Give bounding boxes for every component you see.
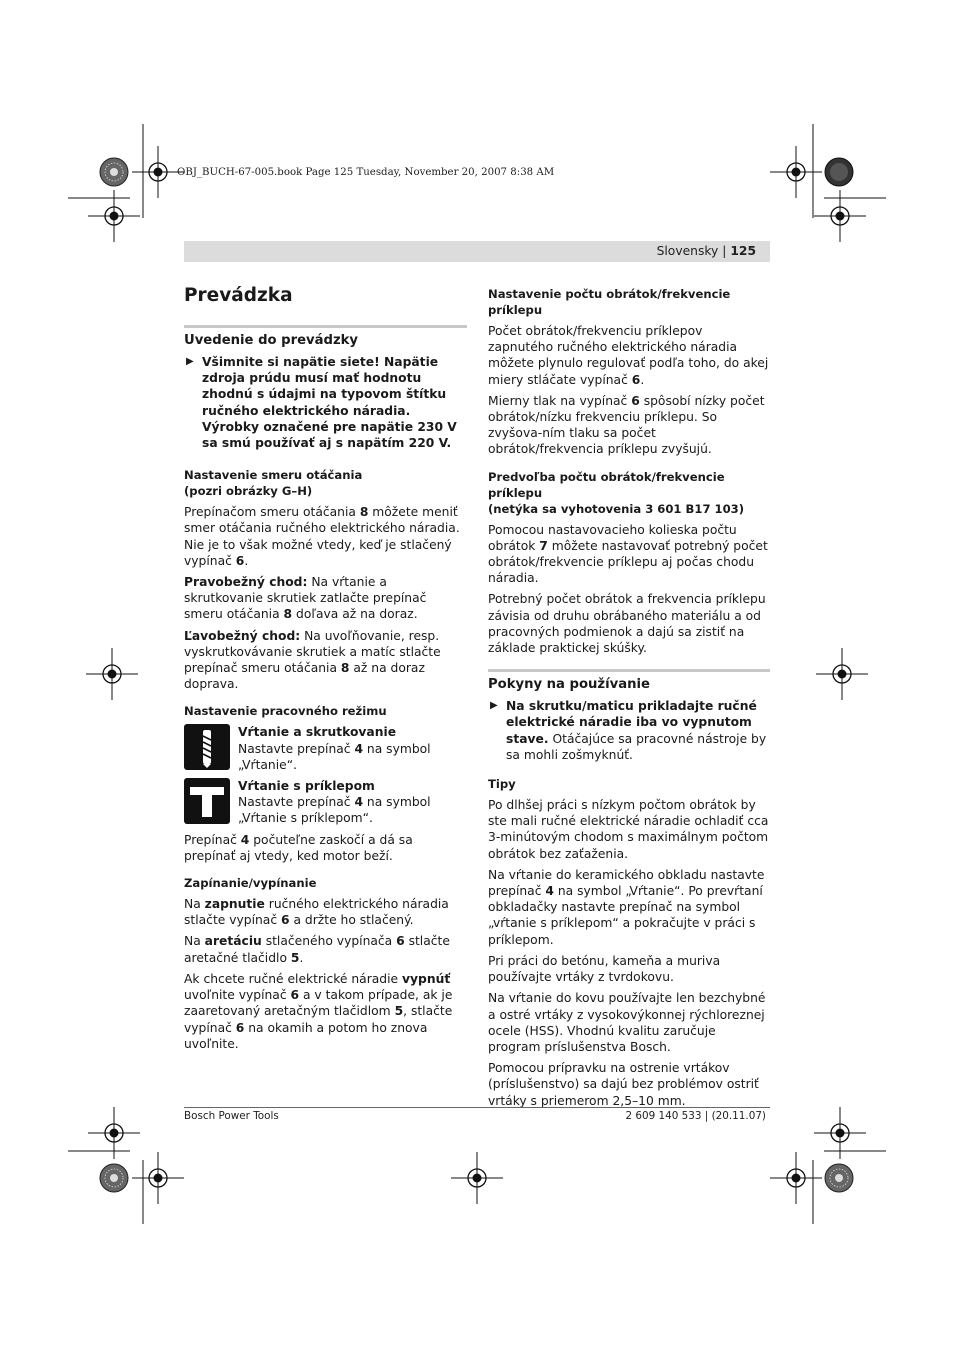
color-wheel-icon bbox=[825, 1164, 853, 1192]
preselect-paragraph-1: Pomocou nastavovacieho kolieska počtu obrátok 7 môžete nastavovať potrebný počet obrátok/frekvencie príklepu aj počas chodu náradia. bbox=[488, 522, 768, 586]
bullet-arrow-icon: ▶ bbox=[186, 356, 194, 367]
footer-left: Bosch Power Tools bbox=[184, 1110, 279, 1122]
switch-off-paragraph: Ak chcete ručné elektrické náradie vypnúť uvoľnite vypínač 6 a v takom prípade, ak je zaaretovaný aretačným tlačidlom 5, stlačte vypínač 6 na okamih a potom ho znova uvoľnite. bbox=[184, 971, 453, 1051]
registration-mark-icon bbox=[816, 648, 868, 700]
tips-paragraph-4: Na vŕtanie do kovu používajte len bezchybné a ostré vrtáky z vysokovýkonnej rýchloreznej ocele (HSS). Vhodnú kvalitu zaručuje program príslušenstva Bosch. bbox=[488, 991, 766, 1054]
usage-warning: ▶ Na skrutku/maticu prikladajte ručné elektrické náradie iba vo vypnutom stave. Otáčajúce sa pracovné nástroje by sa mohli zošmyknúť. bbox=[490, 699, 767, 762]
right-rotation-paragraph: Pravobežný chod: Na vŕtanie a skrutkovanie skrutiek zatlačte prepínač smeru otáčania 8 doľava až na doraz. bbox=[184, 575, 427, 622]
tips-paragraph-2: Na vŕtanie do keramického obkladu nastavte prepínač 4 na symbol „Vŕtanie“. Po prevŕtaní obkladačky nastavte prepínač na symbol „vŕtanie s príklepom“ a pokračujte v práci s príklepom. bbox=[488, 867, 765, 947]
footer-right: 2 609 140 533 | (20.11.07) bbox=[625, 1110, 766, 1122]
color-wheel-icon bbox=[100, 158, 128, 186]
mode-drill bbox=[184, 724, 467, 773]
mode-impact-text: Nastavte prepínač 4 na symbol „Vŕtanie s príklepom“. bbox=[238, 795, 431, 826]
mode-heading: Nastavenie pracovného režimu bbox=[184, 704, 387, 719]
voltage-warning: ▶ Všimnite si napätie siete! Napätie zdroja prúdu musí mať hodnotu zhodnú s údajmi na typovom štítku ručného elektrického náradia. Výrobky označené pre napätie 230 V sa smú používať aj s napätím 220 V. bbox=[186, 355, 457, 451]
registration-mark-icon bbox=[451, 1152, 503, 1204]
tips-paragraph-5: Pomocou prípravku na ostrenie vrtákov (príslušenstvo) sa dajú bez problémov ostriť vrtáky s priemerom 2,5–10 mm. bbox=[488, 1061, 759, 1108]
header-language: Slovensky bbox=[656, 244, 719, 258]
tips-paragraph-1: Po dlhšej práci s nízkym počtom obrátok by ste mali ručné elektrické náradie ochladiť cca 3-minútovým chodom s maximálnym počtom obrátok bez zaťaženia. bbox=[488, 798, 769, 861]
preselect-heading: Predvoľba počtu obrátok/frekvencie príklepu (netýka sa vyhotovenia 3 601 B17 103) bbox=[488, 469, 745, 516]
rotation-paragraph: Prepínačom smeru otáčania 8 môžete meniť smer otáčania ručného elektrického náradia. Nie je to však možné vtedy, keď je stlačený vypínač 6. bbox=[184, 505, 460, 568]
section-heading-usage: Pokyny na používanie bbox=[488, 677, 650, 693]
drill-symbol-icon bbox=[184, 724, 230, 770]
speed-heading: Nastavenie počtu obrátok/frekvencie príklepu bbox=[488, 287, 731, 317]
page-title: Prevádzka bbox=[184, 285, 293, 306]
onoff-heading: Zapínanie/vypínanie bbox=[184, 876, 317, 891]
right-column bbox=[488, 286, 770, 1114]
left-column bbox=[184, 285, 467, 1057]
registration-mark-icon bbox=[770, 146, 822, 198]
registration-mark-icon bbox=[86, 648, 138, 700]
section-heading-start: Uvedenie do prevádzky bbox=[184, 333, 359, 348]
color-wheel-icon bbox=[825, 158, 853, 186]
mode-drill-title: Vŕtanie a skrutkovanie bbox=[238, 725, 397, 740]
footer-rule bbox=[184, 1107, 770, 1108]
mode-impact bbox=[184, 778, 467, 827]
lock-paragraph: Na aretáciu stlačeného vypínača 6 stlačte aretačné tlačidlo 5. bbox=[184, 934, 450, 965]
mode-drill-text: Nastavte prepínač 4 na symbol „Vŕtanie“. bbox=[238, 741, 431, 772]
header-separator: | bbox=[722, 244, 727, 258]
page-header bbox=[184, 241, 770, 262]
left-rotation-paragraph: Ľavobežný chod: Na uvoľňovanie, resp. vyskrutkovávanie skrutiek a matíc stlačte prepínač smeru otáčania 8 až na doraz doprava. bbox=[184, 628, 441, 692]
impact-drill-symbol-icon bbox=[184, 778, 230, 824]
page-number: 125 bbox=[730, 244, 756, 258]
preselect-paragraph-2: Potrebný počet obrátok a frekvencia príklepu závisia od druhu obrábaného materiálu a od pracovných podmienok a dajú sa zistiť na základe praktickej skúšky. bbox=[488, 592, 766, 656]
tips-paragraph-3: Pri práci do betónu, kameňa a muriva používajte vrtáky z tvrdokovu. bbox=[488, 953, 721, 985]
registration-mark-icon bbox=[770, 1152, 822, 1204]
speed-paragraph-2: Mierny tlak na vypínač 6 spôsobí nízky počet obrátok/nízku frekvenciu príklepu. So zvyšova-ním tlaku sa počet obrátok/frekvencia príklepu zvyšujú. bbox=[488, 393, 765, 457]
registration-mark-icon bbox=[132, 1152, 184, 1204]
tips-heading: Tipy bbox=[488, 777, 516, 792]
rotation-heading: Nastavenie smeru otáčania (pozri obrázky G–H) bbox=[184, 468, 363, 499]
bullet-arrow-icon: ▶ bbox=[490, 700, 498, 712]
mode-impact-title: Vŕtanie s príklepom bbox=[238, 779, 375, 794]
print-info: OBJ_BUCH-67-005.book Page 125 Tuesday, November 20, 2007 8:38 AM bbox=[177, 167, 555, 178]
color-wheel-icon bbox=[100, 1164, 128, 1192]
mode-note: Prepínač 4 počuteľne zaskočí a dá sa prepínať aj vtedy, ked motor beží. bbox=[184, 832, 413, 863]
switch-on-paragraph: Na zapnutie ručného elektrického náradia stlačte vypínač 6 a držte ho stlačený. bbox=[184, 897, 449, 928]
speed-paragraph-1: Počet obrátok/frekvenciu príklepov zapnutého ručného elektrického náradia môžete plynulo regulovať podľa toho, do akej miery stláčate vypínač 6. bbox=[488, 324, 769, 387]
